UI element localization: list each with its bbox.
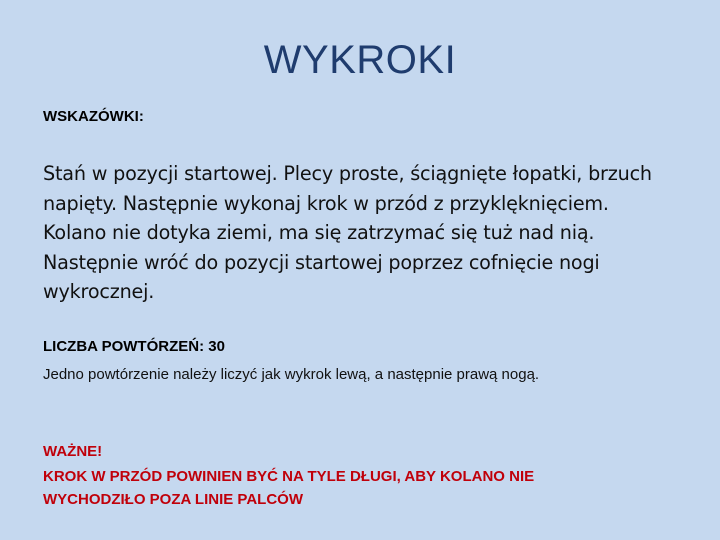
instructions-text [43, 159, 693, 307]
instruction-line: Kolano nie dotyka ziemi, ma się zatrzymać się tuż nad nią. [43, 221, 595, 244]
instruction-line: Stań w pozycji startowej. Plecy proste, ściągnięte łopatki, brzuch [43, 162, 652, 185]
warning-line: WYCHODZIŁO POZA LINIE PALCÓW [43, 491, 303, 508]
instruction-line: Następnie wróć do pozycji startowej poprzez cofnięcie nogi [43, 250, 600, 274]
reps-heading: LICZBA POWTÓRZEŃ: 30 [43, 338, 225, 355]
slide-title: WYKROKI [263, 38, 457, 82]
warning-line: KROK W PRZÓD POWINIEN BYĆ NA TYLE DŁUGI, ABY KOLANO NIE [43, 468, 535, 485]
hints-heading: WSKAZÓWKI: [43, 108, 144, 125]
instruction-line: napięty. Następnie wykonaj krok w przód z przyklęknięciem. [43, 191, 609, 215]
instruction-line: wykrocznej. [43, 280, 155, 303]
warning-heading: WAŻNE! [43, 443, 103, 460]
reps-note: Jedno powtórzenie należy liczyć jak wykrok lewą, a następnie prawą nogą. [43, 366, 540, 383]
